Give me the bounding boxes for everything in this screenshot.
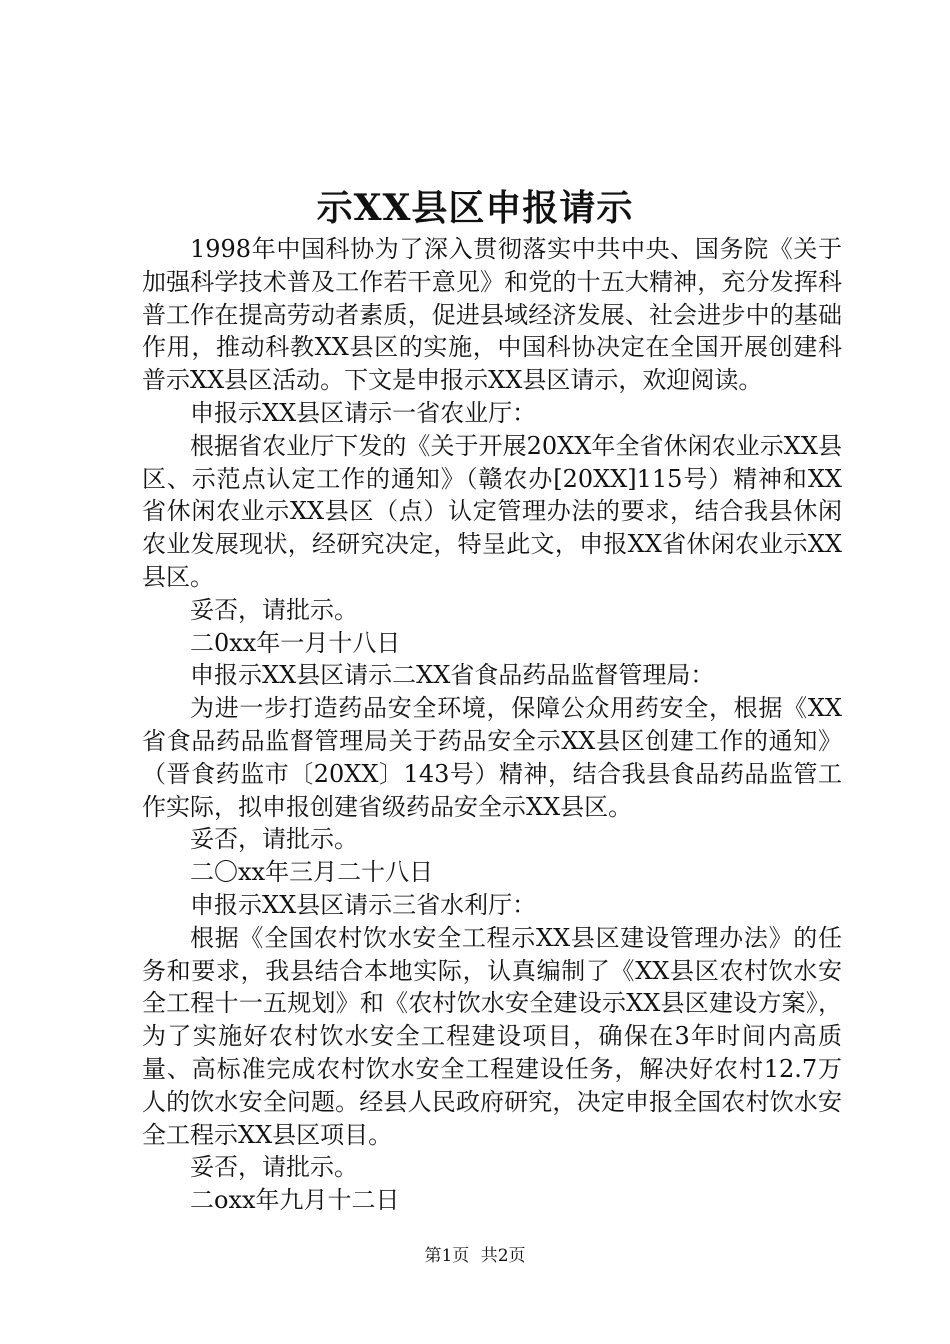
request-one-date: 二0xx年一月十八日 [190, 628, 401, 657]
document-title: 示XX县区申报请示 [316, 187, 634, 229]
request-two-heading: 申报示XX县区请示二XX省食品药品监督管理局： [190, 661, 715, 690]
request-three-closing: 妥否，请批示。 [190, 1153, 358, 1182]
request-one-body: 根据省农业厅下发的《关于开展20XX年全省休闲农业示XX县区、示范点认定工作的通知》（赣农办[20XX]115号）精神和XX省休闲农业示XX县区（点）认定管理办法的要求，结合我县休闲农业发展现状，经研究决定，特呈此文，申报XX省休闲农业示XX县区。 [142, 431, 842, 591]
page-footer [0, 1244, 950, 1268]
request-two-body: 为进一步打造药品安全环境，保障公众用药安全，根据《XX省食品药品监督管理局关于药品安全示XX县区创建工作的通知》（晋食药监市〔20XX〕143号）精神，结合我县食品药品监管工作实际，拟申报创建省级药品安全示XX县区。 [142, 694, 842, 821]
request-one-closing: 妥否，请批示。 [190, 595, 358, 624]
request-two-closing: 妥否，请批示。 [190, 825, 358, 854]
request-two-date: 二〇xx年三月二十八日 [190, 858, 434, 887]
request-three-date: 二oxx年九月十二日 [190, 1186, 400, 1215]
request-three-heading: 申报示XX县区请示三省水利厅： [190, 890, 537, 919]
page-number: 第1页 [424, 1246, 470, 1266]
intro-paragraph: 1998年中国科协为了深入贯彻落实中共中央、国务院《关于加强科学技术普及工作若干意见》和党的十五大精神，充分发挥科普工作在提高劳动者素质，促进县域经济发展、社会进步中的基础作用，推动科教XX县区的实施，中国科协决定在全国开展创建科普示XX县区活动。下文是申报示XX县区请示，欢迎阅读。 [142, 235, 842, 395]
request-three-body: 根据《全国农村饮水安全工程示XX县区建设管理办法》的任务和要求，我县结合本地实际，认真编制了《XX县区农村饮水安全工程十一五规划》和《农村饮水安全建设示XX县区建设方案》，为了实施好农村饮水安全工程建设项目，确保在3年时间内高质量、高标准完成农村饮水安全工程建设任务，解决好农村12.7万人的饮水安全问题。经县人民政府研究，决定申报全国农村饮水安全工程示XX县区项目。 [142, 923, 842, 1149]
page-total: 共2页 [480, 1246, 526, 1266]
document-body [142, 233, 842, 1217]
request-one-heading: 申报示XX县区请示一省农业厅： [190, 398, 537, 427]
